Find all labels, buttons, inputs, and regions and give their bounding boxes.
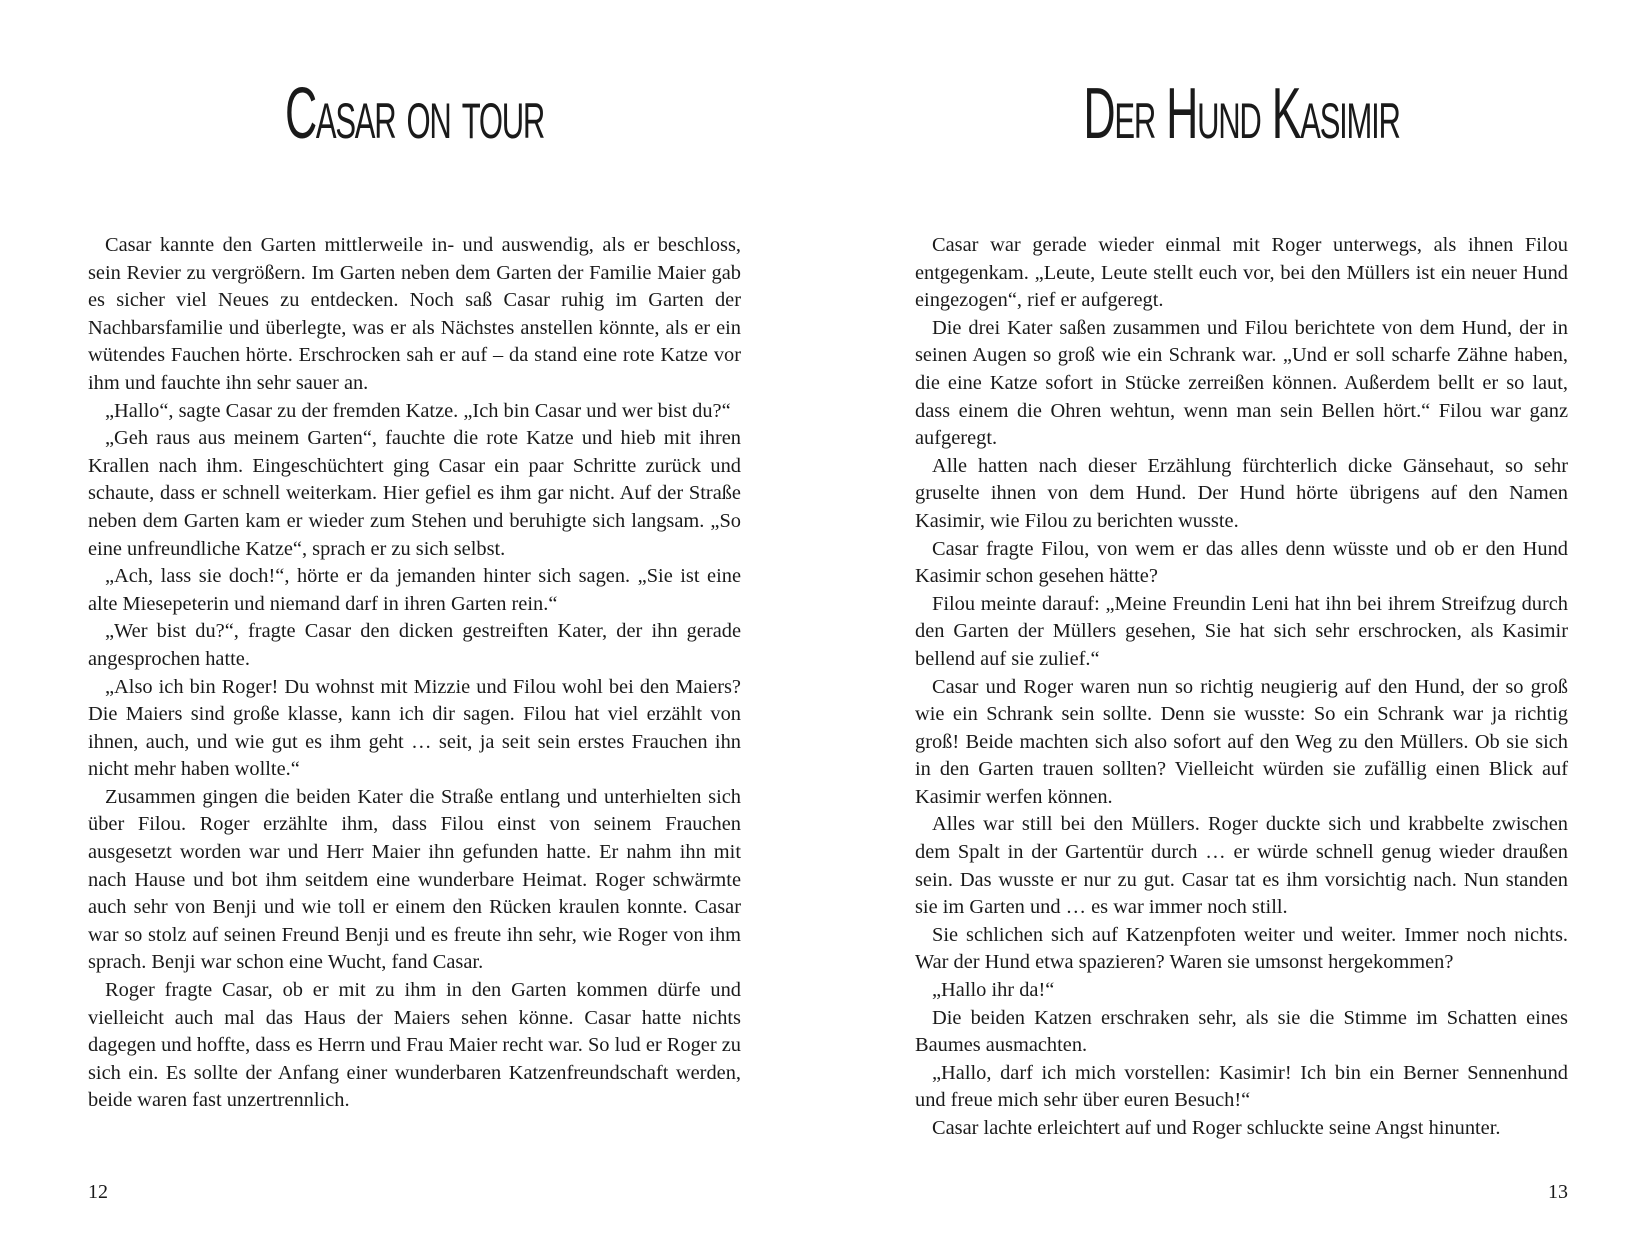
paragraph: „Hallo ihr da!“ (932, 979, 1055, 1002)
paragraph: Casar und Roger waren nun so richtig neugierig auf den Hund, der so groß wie ein Schrank sein sollte. Denn sie wusste: So ein Schrank war ja richtig groß! Beide machten sich also sofort auf den Weg zu den Müllers. Ob sie sich in den Garten trauen sollten? Vielleicht würden sie zufällig einen Blick auf Kasimir werfen können. (915, 675, 1568, 808)
left-page (88, 0, 741, 1240)
chapter-body (915, 232, 1568, 1143)
right-page (915, 0, 1568, 1240)
paragraph: Roger fragte Casar, ob er mit zu ihm in den Garten kommen dürfe und vielleicht auch mal das Haus der Maiers sehen könne. Casar hatte nichts dagegen und hoffte, dass es Herrn und Frau Maier recht war. So lud er Roger zu sich ein. Es sollte der Anfang einer wunderbaren Katzenfreundschaft werden, beide waren fast unzertrennlich. (88, 979, 741, 1112)
paragraph: Casar kannte den Garten mittlerweile in- und auswendig, als er beschloss, sein Revier zu vergrößern. Im Garten neben dem Garten der Familie Maier gab es sicher viel Neues zu entdecken. Noch saß Casar ruhig im Garten der Nachbarsfamilie und überlegte, was er als Nächstes anstellen könnte, als er ein wütendes Fauchen hörte. Erschrocken sah er auf – da stand eine rote Katze vor ihm und fauchte ihn sehr sauer an. (88, 234, 741, 394)
chapter-title: Casar on tour (284, 74, 545, 154)
paragraph: Die beiden Katzen erschraken sehr, als sie die Stimme im Schatten eines Baumes ausmachten. (915, 1006, 1568, 1057)
page-number: 12 (88, 1181, 108, 1203)
paragraph: „Hallo, darf ich mich vorstellen: Kasimir! Ich bin ein Berner Sennenhund und freue mich sehr über euren Besuch!“ (915, 1061, 1568, 1112)
paragraph: Alle hatten nach dieser Erzählung fürchterlich dicke Gänsehaut, so sehr gruselte ihnen von dem Hund. Der Hund hörte übrigens auf den Namen Kasimir, wie Filou zu berichten wusste. (915, 454, 1568, 532)
paragraph: Zusammen gingen die beiden Kater die Straße entlang und unterhielten sich über Filou. Roger erzählte ihm, dass Filou einst von seinem Frauchen ausgesetzt worden war und Herr Maier ihn gefunden hatte. Er nahm ihn mit nach Hause und bot ihm seitdem eine wunderbare Heimat. Roger schwärmte auch sehr von Benji und wie toll er einem den Rücken kraulen konnte. Casar war so stolz auf seinen Freund Benji und es freute ihn sehr, wie Roger von ihm sprach. Benji war schon eine Wucht, fand Casar. (88, 785, 741, 974)
paragraph: Alles war still bei den Müllers. Roger duckte sich und krabbelte zwischen dem Spalt in der Gartentür durch … er würde schnell genug wieder draußen sein. Das wusste er nur zu gut. Casar tat es ihm vorsichtig nach. Nun standen sie im Garten und … es war immer noch still. (915, 813, 1568, 919)
paragraph: Casar war gerade wieder einmal mit Roger unterwegs, als ihnen Filou entgegenkam. „Leute, Leute stellt euch vor, bei den Müllers ist ein neuer Hund eingezogen“, rief er aufgeregt. (915, 234, 1568, 312)
paragraph: Filou meinte darauf: „Meine Freundin Leni hat ihn bei ihrem Streifzug durch den Garten der Müllers gesehen, Sie hat sich sehr erschrocken, als Kasimir bellend auf sie zulief.“ (915, 592, 1568, 670)
paragraph: „Hallo“, sagte Casar zu der fremden Katze. „Ich bin Casar und wer bist du?“ (105, 399, 731, 422)
chapter-title: Der Hund Kasimir (1083, 74, 1400, 154)
paragraph: Die drei Kater saßen zusammen und Filou berichtete von dem Hund, der in seinen Augen so groß wie ein Schrank war. „Und er soll scharfe Zähne haben, die eine Katze sofort in Stücke zerreißen können. Außerdem bellt er so laut, dass einem die Ohren wehtun, wenn man sein Bellen hört.“ Filou war ganz aufgeregt. (915, 316, 1568, 450)
paragraph: Sie schlichen sich auf Katzenpfoten weiter und weiter. Immer noch nichts. War der Hund etwa spazieren? Waren sie umsonst hergekommen? (915, 923, 1568, 974)
paragraph: „Geh raus aus meinem Garten“, fauchte die rote Katze und hieb mit ihren Krallen nach ihm. Eingeschüchtert ging Casar ein paar Schritte zurück und schaute, dass er schnell weiterkam. Hier gefiel es ihm gar nicht. Auf der Straße neben dem Garten kam er wieder zum Stehen und beruhigte sich langsam. „So eine unfreundliche Katze“, sprach er zu sich selbst. (88, 427, 741, 560)
paragraph: Casar lachte erleichtert auf und Roger schluckte seine Angst hinunter. (932, 1117, 1501, 1139)
paragraph: „Also ich bin Roger! Du wohnst mit Mizzie und Filou wohl bei den Maiers? Die Maiers sind große klasse, kann ich dir sagen. Filou hat viel erzählt von ihnen, auch, und wie gut es ihm geht … seit, ja seit sein erstes Frauchen ihn nicht mehr haben wollte.“ (88, 675, 741, 781)
paragraph: Casar fragte Filou, von wem er das alles denn wüsste und ob er den Hund Kasimir schon gesehen hätte? (915, 537, 1568, 588)
paragraph: „Wer bist du?“, fragte Casar den dicken gestreiften Kater, der ihn gerade angesprochen hatte. (88, 620, 741, 670)
paragraph: „Ach, lass sie doch!“, hörte er da jemanden hinter sich sagen. „Sie ist eine alte Miesepeterin und niemand darf in ihren Garten rein.“ (88, 565, 741, 615)
page-number: 13 (1548, 1181, 1568, 1203)
chapter-body (88, 232, 741, 1115)
